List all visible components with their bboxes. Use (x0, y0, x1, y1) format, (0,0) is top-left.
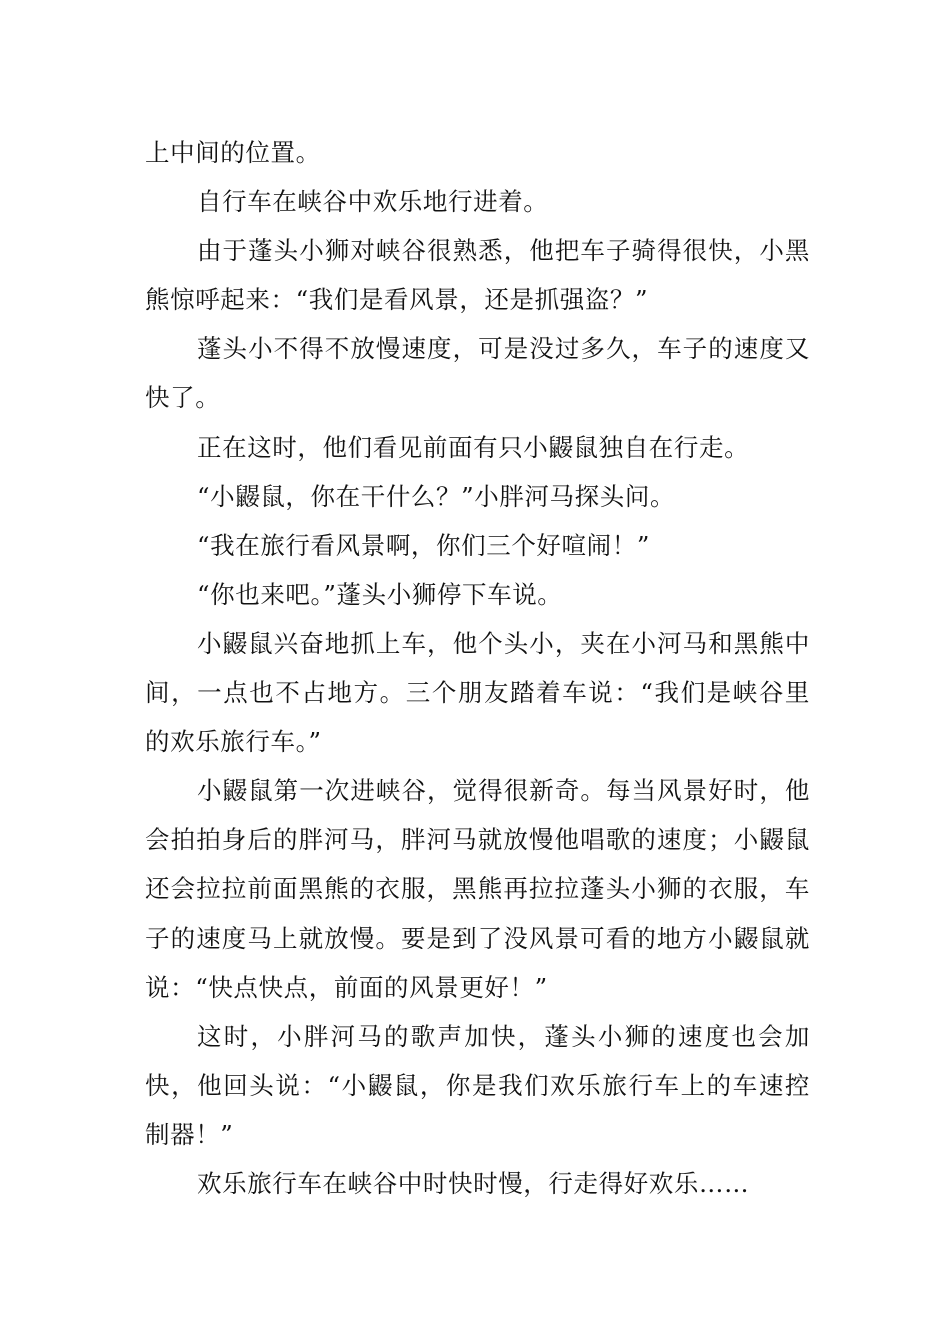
paragraph-11: 这时，小胖河马的歌声加快，蓬头小狮的速度也会加快，他回头说：“小鼹鼠，你是我们欢乐旅行车上的车速控制器！” (145, 1021, 810, 1149)
document-body (145, 128, 810, 1208)
paragraph-3: 由于蓬头小狮对峡谷很熟悉，他把车子骑得很快，小黑熊惊呼起来：“我们是看风景，还是抓强盗？” (145, 236, 810, 315)
paragraph-5: 正在这时，他们看见前面有只小鼹鼠独自在行走。 (197, 432, 750, 462)
paragraph-6: “小鼹鼠，你在干什么？”小胖河马探头问。 (197, 481, 676, 511)
paragraph-1: 上中间的位置。 (145, 138, 321, 167)
paragraph-7: “我在旅行看风景啊，你们三个好喧闹！” (197, 530, 650, 560)
paragraph-10: 小鼹鼠第一次进峡谷，觉得很新奇。每当风景好时，他会拍拍身后的胖河马，胖河马就放慢他唱歌的速度；小鼹鼠还会拉拉前面黑熊的衣服，黑熊再拉拉蓬头小狮的衣服，车子的速度马上就放慢。要是到了没风景可看的地方小鼹鼠就说：“快点快点，前面的风景更好！” (145, 776, 810, 1002)
paragraph-8: “你也来吧。”蓬头小狮停下车说。 (197, 579, 563, 609)
paragraph-12: 欢乐旅行车在峡谷中时快时慢，行走得好欢乐…… (197, 1168, 750, 1198)
paragraph-2: 自行车在峡谷中欢乐地行进着。 (197, 187, 549, 217)
paragraph-9: 小鼹鼠兴奋地抓上车，他个头小，夹在小河马和黑熊中间，一点也不占地方。三个朋友踏着车说：“我们是峡谷里的欢乐旅行车。” (145, 628, 810, 757)
paragraph-4: 蓬头小不得不放慢速度，可是没过多久，车子的速度又快了。 (145, 334, 810, 413)
